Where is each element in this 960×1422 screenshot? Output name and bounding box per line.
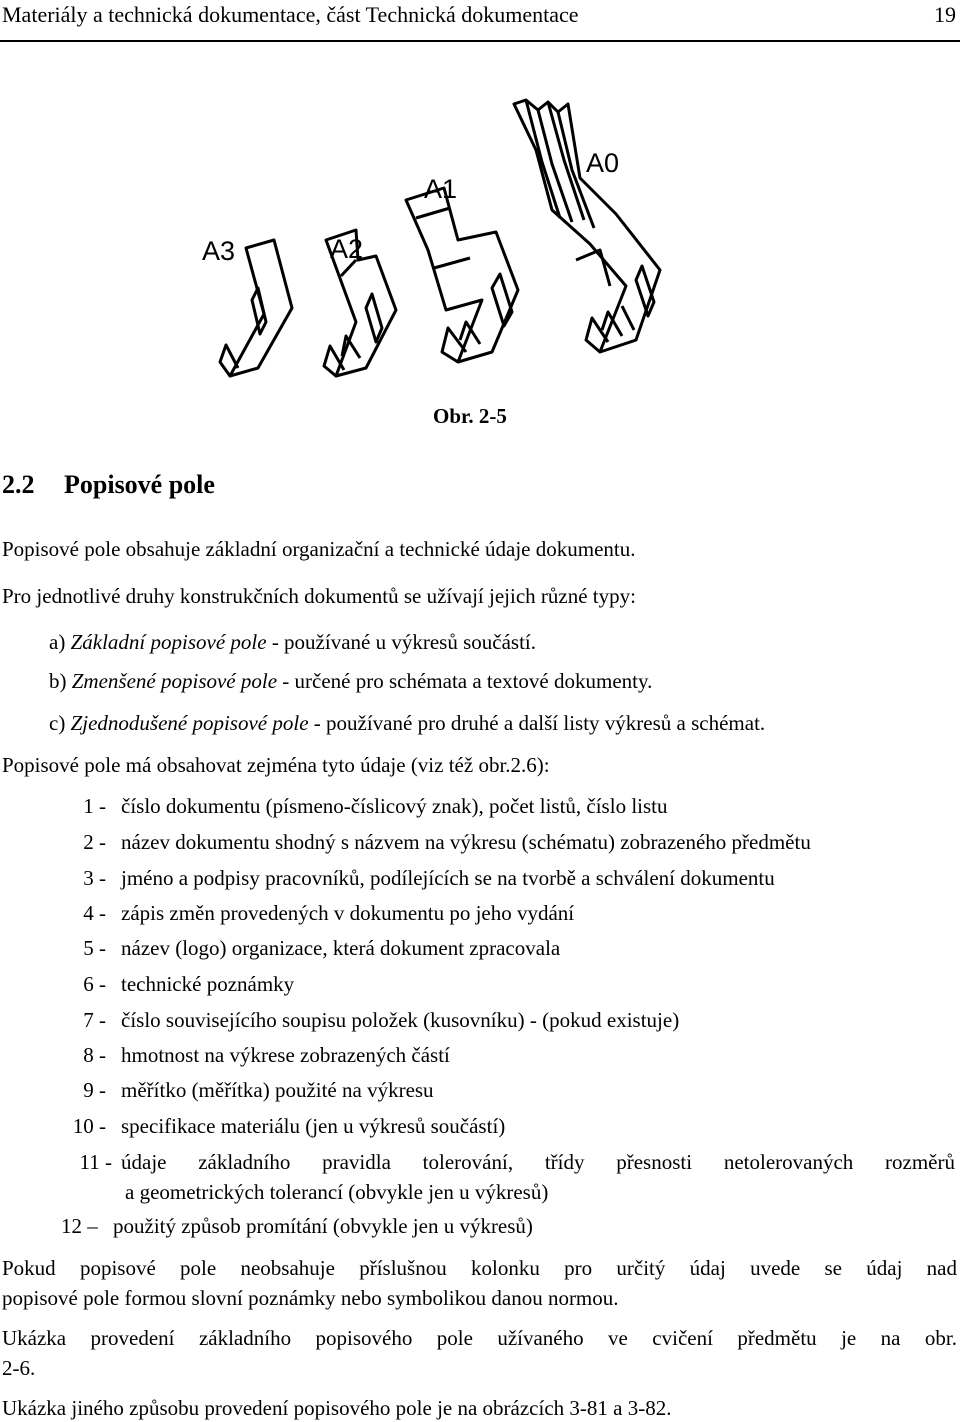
item-number: 9 -	[83, 1078, 106, 1102]
item-number: 2 -	[83, 830, 106, 854]
para1-line-1: Pokud popisové pole neobsahuje příslušnou kolonku pro určitý údaj uvede se údaj nad	[2, 1256, 957, 1280]
type-c	[49, 711, 765, 736]
item-text: název (logo) organizace, která dokument zpracovala	[121, 936, 561, 960]
fold-a1-sheet	[406, 188, 518, 362]
item-number: 8 -	[83, 1043, 106, 1067]
item-text: měřítko (měřítka) použité na výkresu	[121, 1078, 434, 1102]
item-number: 10 -	[72, 1114, 106, 1138]
header-rule	[0, 40, 960, 42]
item-text: použitý způsob promítání (obvykle jen u výkresů)	[113, 1214, 533, 1238]
item-text: údaje základního pravidla tolerování, třídy přesnosti netolerovaných rozměrů	[121, 1150, 955, 1174]
type-b	[49, 669, 652, 694]
type-a-desc: - používané u výkresů součástí.	[266, 630, 536, 654]
header-title: Materiály a technická dokumentace, část Technická dokumentace	[2, 2, 579, 27]
item-text: hmotnost na výkrese zobrazených částí	[121, 1043, 450, 1067]
type-a-name: Základní popisové pole	[70, 630, 267, 654]
item-text: číslo dokumentu (písmeno-číslicový znak), počet listů, číslo listu	[121, 794, 668, 818]
type-b-desc: - určené pro schémata a textové dokumenty.	[277, 669, 653, 693]
label-a0: A0	[586, 148, 620, 178]
item-text: název dokumentu shodný s názvem na výkresu (schématu) zobrazeného předmětu	[121, 830, 811, 854]
item-text: technické poznámky	[121, 972, 295, 996]
item-text: specifikace materiálu (jen u výkresů součástí)	[121, 1114, 506, 1138]
type-b-name: Zmenšené popisové pole	[71, 669, 278, 693]
intro-line-1: Popisové pole obsahuje základní organizační a technické údaje dokumentu.	[2, 537, 636, 561]
label-a3: A3	[202, 236, 236, 266]
label-a2: A2	[330, 234, 364, 264]
type-c-prefix: c)	[49, 711, 71, 735]
figure-caption: Obr. 2-5	[433, 404, 507, 428]
item-number: 11 -	[79, 1150, 112, 1174]
para1-line-2: popisové pole formou slovní poznámky nebo symbolikou danou normou.	[2, 1286, 619, 1310]
item-number: 6 -	[83, 972, 106, 996]
folding-figure	[196, 90, 716, 390]
item-number: 5 -	[83, 936, 106, 960]
list-item-continuation: a geometrických tolerancí (obvykle jen u výkresů)	[125, 1180, 549, 1204]
item-text: jméno a podpisy pracovníků, podílejících se na tvorbě a schválení dokumentu	[121, 866, 775, 890]
para3: Ukázka jiného způsobu provedení popisového pole je na obrázcích 3-81 a 3-82.	[2, 1396, 672, 1420]
item-number: 3 -	[83, 866, 106, 890]
page-number: 19	[934, 2, 956, 27]
item-number: 12 –	[61, 1214, 98, 1238]
type-c-desc: - používané pro druhé a další listy výkresů a schémat.	[308, 711, 766, 735]
para2-line-2: 2-6.	[2, 1356, 36, 1380]
section-heading	[2, 470, 215, 500]
item-number: 4 -	[83, 901, 106, 925]
section-title: Popisové pole	[64, 470, 215, 499]
para2-line-1: Ukázka provedení základního popisového pole užívaného ve cvičení předmětu je na obr.	[2, 1326, 957, 1350]
label-a1: A1	[424, 174, 458, 204]
item-number: 1 -	[83, 794, 106, 818]
type-a	[49, 630, 536, 655]
item-number: 7 -	[83, 1008, 106, 1032]
item-text: číslo souvisejícího soupisu položek (kusovníku) - (pokud existuje)	[121, 1008, 680, 1032]
fold-a0-sheet	[514, 100, 660, 352]
type-c-name: Zjednodušené popisové pole	[70, 711, 309, 735]
item-text: zápis změn provedených v dokumentu po jeho vydání	[121, 901, 575, 925]
type-b-prefix: b)	[49, 669, 72, 693]
intro-line-2: Pro jednotlivé druhy konstrukčních dokumentů se užívají jejich různé typy:	[2, 584, 636, 608]
section-number: 2.2	[2, 470, 35, 499]
type-a-prefix: a)	[49, 630, 71, 654]
list-intro: Popisové pole má obsahovat zejména tyto údaje (viz též obr.2.6):	[2, 753, 550, 777]
